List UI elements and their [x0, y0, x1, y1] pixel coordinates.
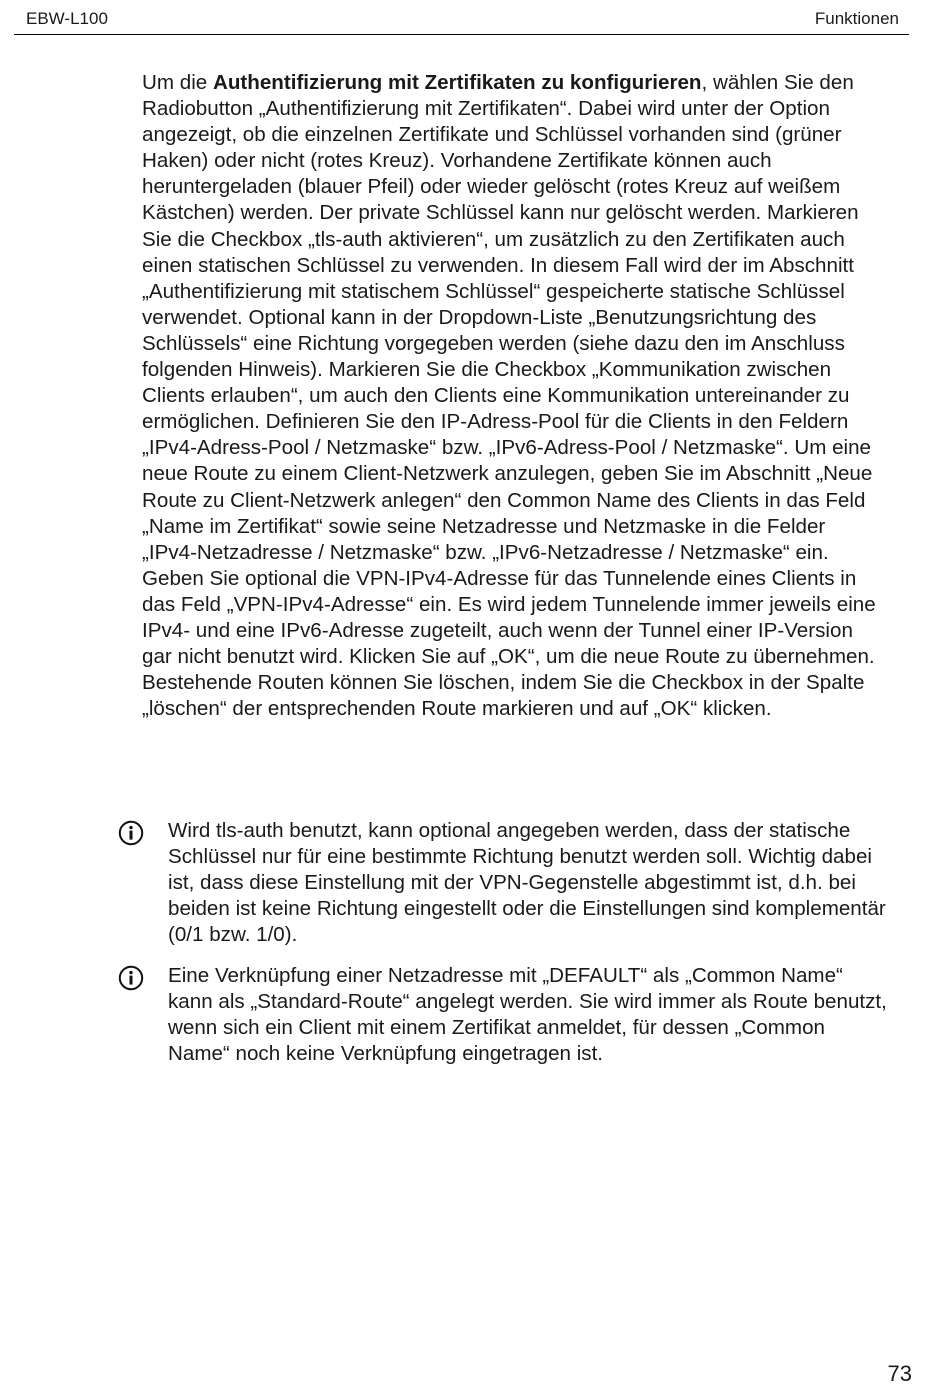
intro-bold-heading: Authentifizierung mit Zertifikaten zu konfigurieren	[212, 71, 702, 94]
intro-prefix: Um die	[142, 71, 213, 94]
page-number: 73	[887, 1361, 912, 1386]
info-icon	[118, 820, 144, 846]
page-header	[14, 8, 909, 35]
header-section-title: Funktionen	[814, 9, 899, 28]
intro-body: , wählen Sie den Radiobutton „Authentifizierung mit Zertifikaten“. Dabei wird unter der Option angezeigt, ob die einzelnen Zertifikate und Schlüssel vorhanden sind (grüner Haken) oder nicht (rotes Kreuz). Vorhandene Zertifikate können auch heruntergeladen (blauer Pfeil) oder wieder gelöscht (rotes Kreuz auf weißem Kästchen) werden. Der private Schlüssel kann nur gelöscht werden. Markieren Sie die Checkbox „tls-auth aktivieren“, um zusätzlich zu den Zertifikaten auch einen statischen Schlüssel zu verwenden. In diesem Fall wird der im Abschnitt „Authentifizierung mit statischem Schlüssel“ gespeicherte statische Schlüssel verwendet. Optional kann in der Dropdown-Liste „Benutzungsrichtung des Schlüssels“ eine Richtung vorgegeben werden (siehe dazu den im Anschluss folgenden Hinweis). Markieren Sie die Checkbox „Kommunikation zwischen Clients erlauben“, um auch den Clients eine Kommunikation untereinander zu ermöglichen. Definieren Sie den IP-Adress-Pool für die Clients in den Feldern „IPv4-Adress-Pool / Netzmaske“ bzw. „IPv6-Adress-Pool / Netzmaske“. Um eine neue Route zu einem Client-Netzwerk anzulegen, geben Sie im Abschnitt „Neue Route zu Client-Netzwerk anlegen“ den Common Name des Clients in das Feld „Name im Zertifikat“ sowie seine Netzadresse und Netzmaske in die Felder „IPv4-Netzadresse / Netzmaske“ bzw. „IPv6-Netzadresse / Netzmaske“ ein. Geben Sie optional die VPN-IPv4-Adresse für das Tunnelende eines Clients in das Feld „VPN-IPv4-Adresse“ ein. Es wird jedem Tunnelende immer jeweils eine IPv4- und eine IPv6-Adresse zugeteilt, auch wenn der Tunnel einer IP-Version gar nicht benutzt wird. Klicken Sie auf „OK“, um die neue Route zu übernehmen. Bestehende Routen können Sie löschen, indem Sie die Checkbox in der Spalte „löschen“ der entsprechenden Route markieren und auf „OK“ klicken.	[142, 71, 876, 721]
note-text: Wird tls-auth benutzt, kann optional angegeben werden, dass der statische Schlüssel nur für eine bestimmte Richtung benutzt werden soll. Wichtig dabei ist, dass diese Einstellung mit der VPN-Gegenstelle abgestimmt ist, d.h. bei beiden ist keine Richtung eingestellt oder die Einstellungen sind komplementär (0/1 bzw. 1/0).	[168, 819, 886, 947]
header-product-name: EBW-L100	[26, 9, 108, 28]
note-text: Eine Verknüpfung einer Netzadresse mit „DEFAULT“ als „Common Name“ kann als „Standard-Route“ angelegt werden. Sie wird immer als Route benutzt, wenn sich ein Client mit einem Zertifikat anmeldet, für dessen „Common Name“ noch keine Verknüpfung eingetragen ist.	[168, 964, 887, 1066]
info-icon	[118, 965, 144, 991]
main-paragraph	[142, 70, 880, 722]
